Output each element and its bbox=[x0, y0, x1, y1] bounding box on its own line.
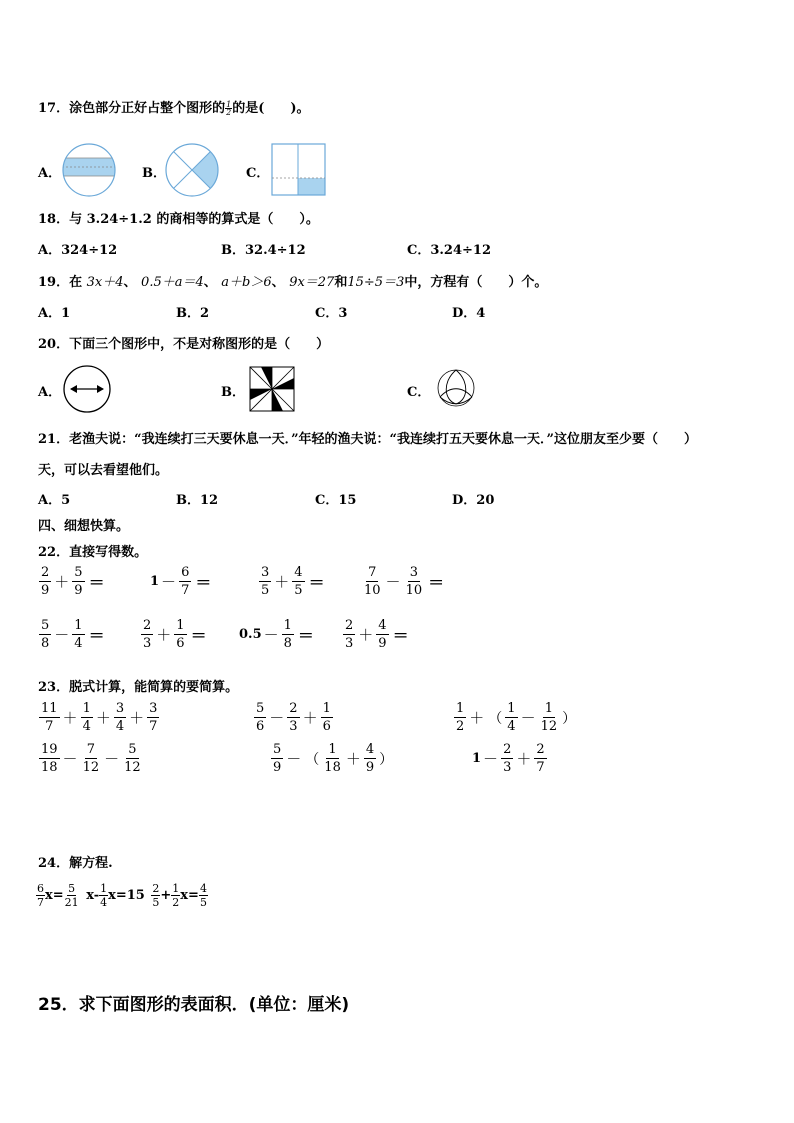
q17-number: 17． bbox=[38, 101, 70, 116]
q22-expr-4: $\frac{7}{10}$ － $\frac{3}{10}$ ＝ bbox=[364, 565, 445, 598]
q17-text-after: 的是( )。 bbox=[232, 101, 310, 116]
q22-expr-3: $\frac{3}{5}$ ＋ $\frac{4}{5}$ ＝ bbox=[261, 565, 325, 598]
q19-expr-4: 9x＝27 bbox=[289, 275, 335, 290]
q17-square-figure bbox=[271, 143, 327, 197]
q20-stem: 20．下面三个图形中，不是对称图形的是（ ） bbox=[38, 337, 330, 352]
q19-expr-2: 0.5＋a＝4 bbox=[141, 275, 204, 290]
q17-option-b-label[interactable]: B． bbox=[142, 166, 166, 181]
q22-expr-2: 1 － $\frac{6}{7}$ ＝ bbox=[150, 565, 212, 598]
q22-expr-6: $\frac{2}{3}$ ＋ $\frac{1}{6}$ ＝ bbox=[143, 618, 207, 651]
q21-stem-line-1: 21．老渔夫说：“我连续打三天要休息一天．”年轻的渔夫说：“我连续打五天要休息一天．”这位朋友至少要（ ） bbox=[38, 432, 698, 447]
q24-title: 24．解方程. bbox=[38, 856, 113, 871]
q19-number: 19．在 bbox=[38, 275, 83, 290]
q19-expr-3: a＋b＞6 bbox=[221, 275, 272, 290]
q19-stem bbox=[38, 271, 547, 290]
q23-expr-2: $\frac{5}{6}$ － $\frac{2}{3}$ ＋ $\frac{1}{6}$ bbox=[256, 701, 331, 734]
q20-circle-arrow-figure bbox=[62, 364, 112, 414]
q23-expr-1: $\frac{11}{7}$ ＋ $\frac{1}{4}$ ＋ $\frac{3}{4}$ ＋ $\frac{3}{7}$ bbox=[41, 701, 158, 734]
q23-expr-6: 1 － $\frac{2}{3}$ ＋ $\frac{2}{7}$ bbox=[472, 742, 545, 775]
q21-option-b[interactable]: B．12 bbox=[176, 493, 219, 508]
q19-expr-1: 3x＋4 bbox=[86, 275, 124, 290]
q19-option-a[interactable]: A．1 bbox=[38, 306, 71, 321]
q18-option-b[interactable]: B．32.4÷12 bbox=[221, 243, 306, 258]
q21-option-d[interactable]: D．20 bbox=[452, 493, 495, 508]
q23-expr-3: $\frac{1}{2}$ ＋ （ $\frac{1}{4}$ － $\frac{1}{12}$ ） bbox=[456, 701, 577, 734]
q17-frac-den: 2 bbox=[226, 108, 232, 117]
q17-text-before: 涂色部分正好占整个图形的 bbox=[69, 101, 226, 116]
q19-sep-1: 、 bbox=[123, 275, 137, 290]
q19-tail: 中，方程有（ ）个。 bbox=[404, 275, 548, 290]
q21-stem-line-2: 天，可以去看望他们。 bbox=[38, 463, 169, 478]
q20-option-b-label[interactable]: B． bbox=[221, 385, 245, 400]
q17-option-c-label[interactable]: C． bbox=[246, 166, 270, 181]
q18-option-c[interactable]: C．3.24÷12 bbox=[407, 243, 491, 258]
q24-eq-3: $\frac{2}{5}$ + $\frac{1}{2}$ x= $\frac{4}{5}$ bbox=[152, 882, 207, 909]
q19-and: 和 bbox=[334, 275, 348, 290]
q17-stem bbox=[38, 97, 310, 116]
q23-expr-4: $\frac{19}{18}$ － $\frac{7}{12}$ － $\frac{5}{12}$ bbox=[41, 742, 141, 775]
q22-expr-7: 0.5 － $\frac{1}{8}$ ＝ bbox=[239, 618, 314, 651]
q24-eq-1: $\frac{6}{7}$ x= $\frac{5}{21}$ bbox=[37, 882, 79, 909]
q22-expr-1: $\frac{2}{9}$ ＋ $\frac{5}{9}$ ＝ bbox=[41, 565, 105, 598]
section-4-heading: 四、细想快算。 bbox=[38, 519, 130, 534]
q23-expr-5: $\frac{5}{9}$ － （ $\frac{1}{18}$ ＋ $\frac{4}{9}$ ） bbox=[273, 742, 394, 775]
q19-expr-5: 15÷5＝3 bbox=[347, 275, 405, 290]
q19-sep-2: 、 bbox=[203, 275, 217, 290]
q17-frac-num: 1 bbox=[226, 99, 232, 109]
q17-circle-strip-figure bbox=[62, 143, 116, 197]
q24-equations bbox=[36, 883, 208, 908]
q23-title: 23．脱式计算，能简算的要简算。 bbox=[38, 680, 239, 695]
q20-option-a-label[interactable]: A． bbox=[38, 385, 62, 400]
q21-option-a[interactable]: A．5 bbox=[38, 493, 71, 508]
q18-option-a[interactable]: A．324÷12 bbox=[38, 243, 118, 258]
q20-pinwheel-figure bbox=[249, 366, 295, 412]
q17-circle-quarter-figure bbox=[165, 143, 219, 197]
q19-option-c[interactable]: C．3 bbox=[315, 306, 348, 321]
q25-stem: 25．求下面图形的表面积．(单位：厘米) bbox=[38, 995, 350, 1015]
q24-eq-2: x- $\frac{1}{4}$ x=15 bbox=[86, 882, 145, 909]
q22-title: 22．直接写得数。 bbox=[38, 545, 148, 560]
q18-stem: 18．与 3.24÷1.2 的商相等的算式是（ ）。 bbox=[38, 212, 319, 227]
q19-option-d[interactable]: D．4 bbox=[452, 306, 486, 321]
q19-sep-3: 、 bbox=[271, 275, 285, 290]
q17-option-a-label[interactable]: A． bbox=[38, 166, 62, 181]
q22-expr-5: $\frac{5}{8}$ － $\frac{1}{4}$ ＝ bbox=[41, 618, 105, 651]
q21-option-c[interactable]: C．15 bbox=[315, 493, 357, 508]
q19-option-b[interactable]: B．2 bbox=[176, 306, 210, 321]
q20-triquetra-figure bbox=[432, 364, 480, 412]
q20-option-c-label[interactable]: C． bbox=[407, 385, 431, 400]
q22-expr-8: $\frac{2}{3}$ ＋ $\frac{4}{9}$ ＝ bbox=[345, 618, 409, 651]
